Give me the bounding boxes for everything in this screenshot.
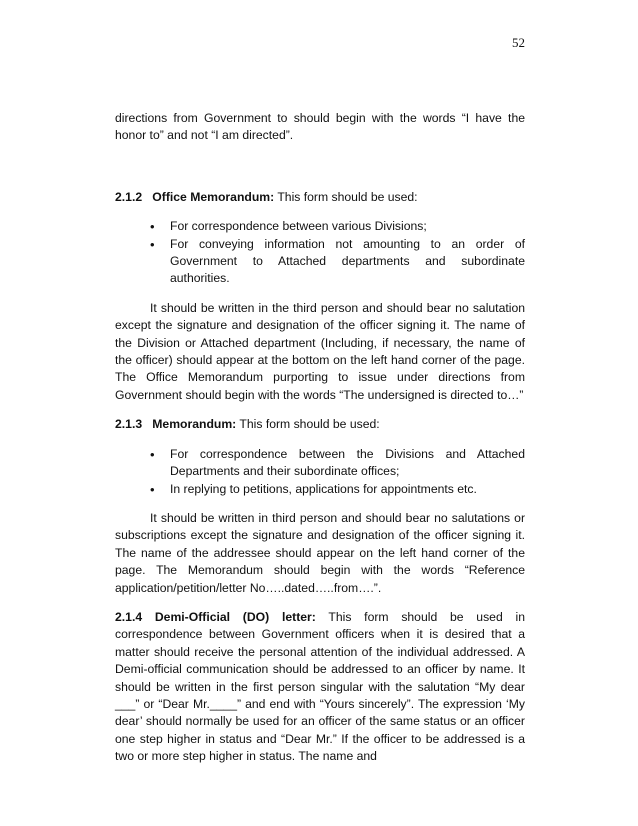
section-2-1-4-title: Demi-Official (DO) letter: (154, 609, 316, 624)
section-2-1-4-body: This form should be used in correspondence between Government officers when it is desired that a matter should receive the personal attention of the individual addressed. A Demi-official communication should be addressed to an officer by name. It should be written in the first person singular with the salutation “My dear ___” or “Dear Mr.____” and end with “Yours sincerely”. The expression ‘My dear’ should normally be used for an officer of the same status or an officer one step higher in status and “Dear Mr.” If the officer to be addressed is a two or more step higher in status. The name and (115, 609, 525, 764)
section-2-1-2-number: 2.1.2 (115, 189, 143, 204)
section-2-1-3-bullets (115, 446, 525, 498)
section-2-1-2-heading (115, 189, 525, 206)
list-item: • For correspondence between the Divisions and Attached Departments and their subordinate offices; (115, 446, 525, 481)
section-2-1-2-title: Office Memorandum: (152, 189, 275, 204)
section-2-1-2-bullets (115, 218, 525, 288)
section-2-1-3-heading (115, 416, 525, 433)
list-item: • In replying to petitions, applications for appointments etc. (115, 481, 525, 498)
section-2-1-2-lead: This form should be used: (277, 189, 418, 204)
section-2-1-3-title: Memorandum: (152, 417, 237, 432)
section-2-1-4-paragraph (115, 609, 525, 766)
section-2-1-3-body: It should be written in third person and should bear no salutations or subscriptions except the signature and designation of the officer signing it. The name of the addressee should appear on the left hand corner of the page. The Memorandum should begin with the words “Reference application/petition/letter No…..dated…..from….”. (115, 510, 525, 595)
page-content (115, 110, 525, 766)
section-2-1-3-lead: This form should be used: (239, 417, 380, 432)
list-item: • For correspondence between various Divisions; (115, 218, 525, 235)
intro-paragraph: directions from Government to should begin with the words “I have the honor to” and not “I am directed”. (115, 111, 525, 143)
section-2-1-2-body: It should be written in the third person and should bear no salutation except the signature and designation of the officer signing it. The name of the Division or Attached department (Including, if necessary, the name of the officer) should appear at the bottom on the left hand corner of the page. The Office Memorandum purporting to issue under directions from Government should begin with the words “The undersigned is directed to…” (115, 300, 525, 402)
section-2-1-4-number: 2.1.4 (115, 609, 143, 624)
list-item: • For conveying information not amounting to an order of Government to Attached departments and subordinate authorities. (115, 236, 525, 288)
page-number: 52 (512, 35, 525, 50)
section-2-1-3-number: 2.1.3 (115, 417, 143, 432)
